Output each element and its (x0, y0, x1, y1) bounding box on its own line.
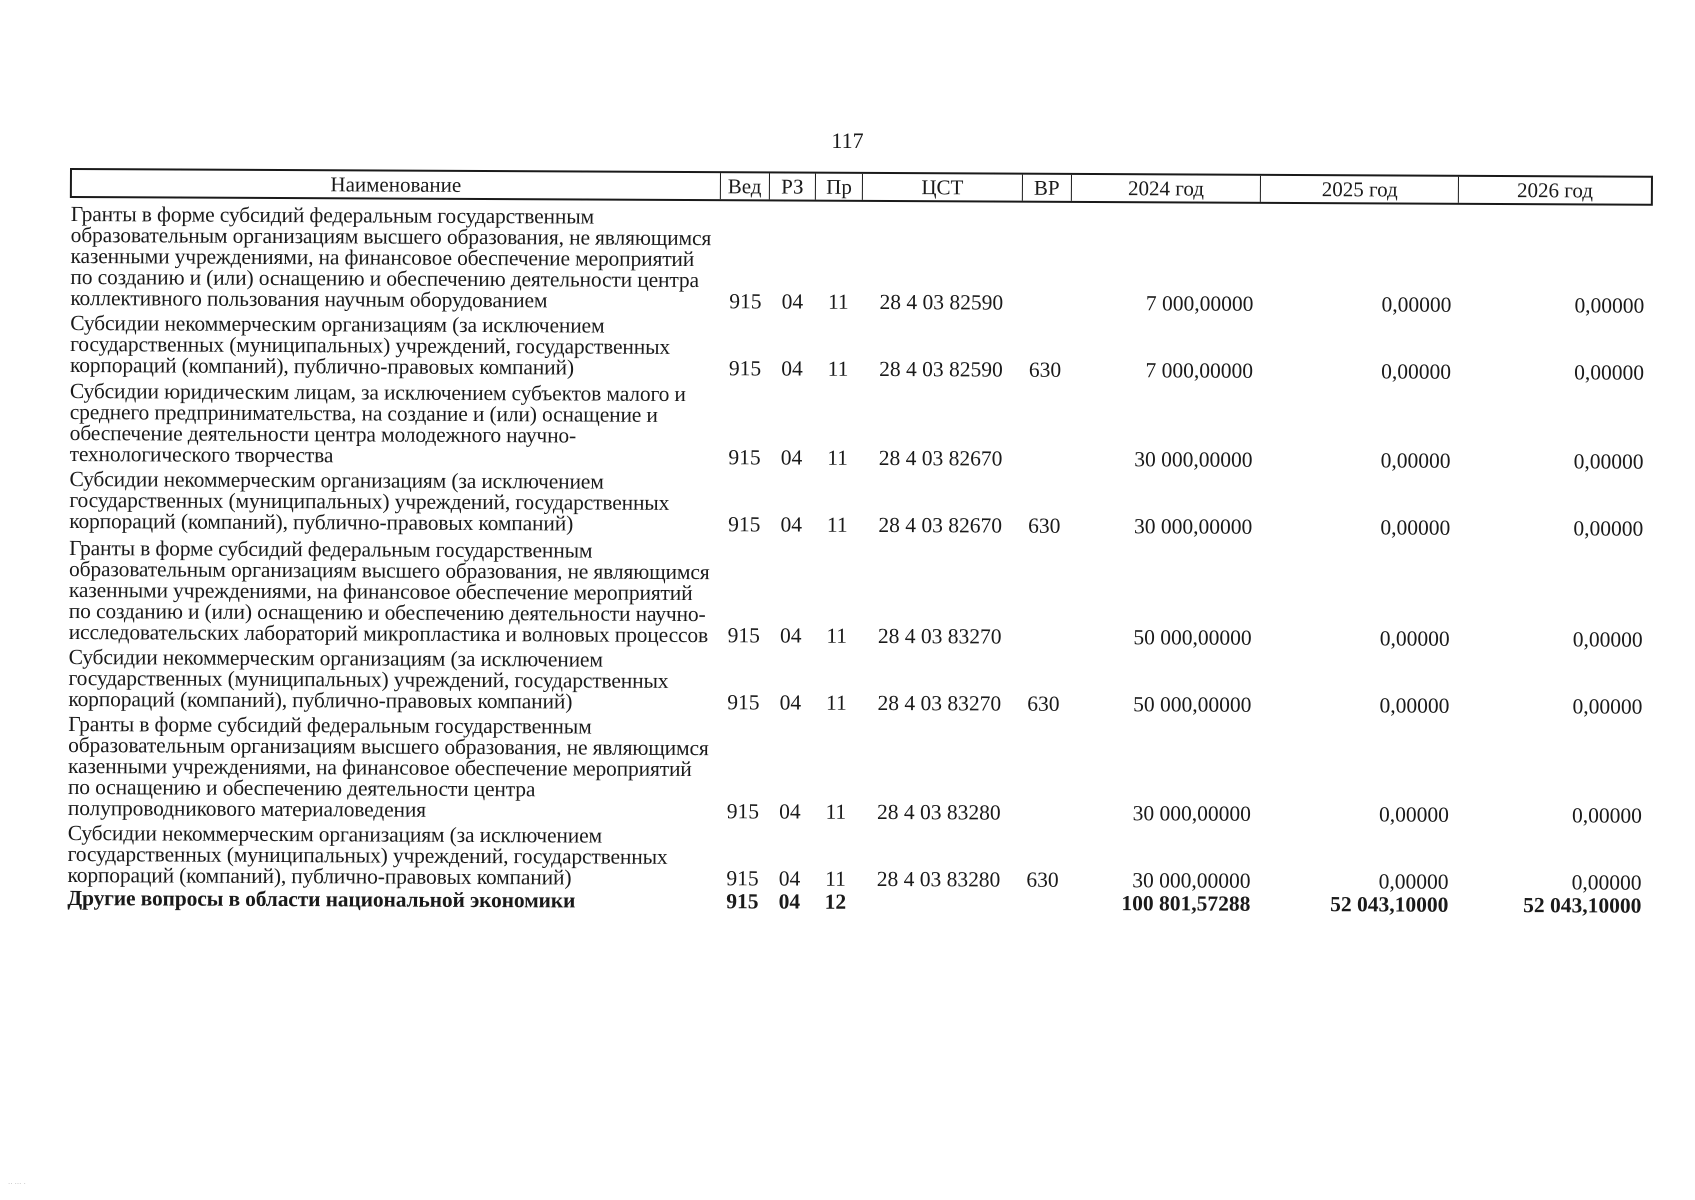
cell-rz: 04 (780, 512, 803, 537)
header-cst: ЦСТ (863, 174, 1023, 201)
table-row (69, 381, 1652, 473)
cell-pr: 12 (824, 889, 847, 914)
cell-pr: 11 (827, 356, 849, 381)
cell-vr: 630 (1028, 513, 1061, 538)
table-row (67, 711, 1650, 828)
cell-name: Субсидии некоммерческим организациям (за исключением государственных (муниципальных) учреждений, государственных корпораций (компаний), публично-правовых компаний) (68, 644, 669, 714)
header-name: Наименование (72, 170, 721, 199)
cell-2024: 30 000,00000 (1132, 868, 1251, 893)
cell-vr: 630 (1028, 357, 1062, 382)
cell-2026: 52 043,10000 (1523, 893, 1642, 918)
header-vr: ВР (1023, 175, 1072, 201)
cell-ved: 915 (728, 445, 761, 470)
table-body (66, 204, 1652, 917)
page-number: 117 (831, 128, 864, 153)
cell-cst: 28 4 03 82590 (879, 289, 1004, 315)
cell-vr: 630 (1027, 691, 1060, 716)
cell-2025: 0,00000 (1378, 802, 1449, 827)
cell-ved: 915 (728, 356, 762, 381)
cell-rz: 04 (780, 445, 803, 470)
cell-2025: 0,00000 (1381, 359, 1452, 384)
cell-rz: 04 (779, 690, 802, 715)
cell-rz: 04 (778, 866, 801, 891)
cell-cst: 28 4 03 83280 (876, 866, 1001, 892)
cell-2024: 50 000,00000 (1133, 692, 1252, 717)
cell-ved: 915 (727, 623, 760, 648)
cell-2026: 0,00000 (1572, 694, 1643, 719)
cell-2024: 30 000,00000 (1134, 447, 1253, 472)
cell-2025: 0,00000 (1379, 626, 1450, 651)
cell-rz: 04 (778, 889, 801, 914)
cell-name: Гранты в форме субсидий федеральным государственным образовательным организациям высшего образования, не являющимся казенными учреждениями, на финансовое обеспечение мероприятий по созданию и (или) оснащению и обеспечению деятельности научно-исследовательских лабораторий микропластика и волновых процессов (68, 536, 710, 648)
table-row (69, 313, 1652, 384)
header-2025: 2025 год (1261, 176, 1459, 203)
table-row (68, 538, 1651, 651)
cell-name: Субсидии некоммерческим организациям (за исключением государственных (муниципальных) учреждений, государственных корпораций (компаний), публично-правовых компаний) (69, 467, 670, 536)
table-header (70, 168, 1653, 206)
table-row (66, 885, 1649, 918)
cell-pr: 11 (825, 866, 846, 891)
cell-cst: 28 4 03 83270 (877, 690, 1002, 716)
header-rz: РЗ (769, 173, 816, 199)
cell-cst: 28 4 03 82590 (879, 356, 1003, 382)
cell-vr: 630 (1026, 867, 1059, 892)
cell-2026: 0,00000 (1571, 870, 1642, 895)
cell-2024: 30 000,00000 (1132, 801, 1251, 826)
header-pr: Пр (816, 174, 863, 200)
table-row (66, 820, 1649, 895)
cell-2026: 0,00000 (1574, 360, 1645, 385)
cell-2025: 0,00000 (1378, 869, 1449, 894)
cell-pr: 11 (825, 799, 847, 824)
cell-pr: 11 (827, 445, 848, 470)
cell-ved: 915 (726, 889, 759, 914)
cell-2025: 0,00000 (1380, 515, 1451, 540)
cell-cst (858, 913, 1018, 914)
cell-ved: 915 (728, 512, 761, 537)
cell-name: Субсидии некоммерческим организациям (за исключением государственных (муниципальных) учреждений, государственных корпораций (компаний), публично-правовых компаний) (69, 311, 671, 380)
cell-name: Субсидии юридическим лицам, за исключением субъектов малого и среднего предпринимательства, на создание и (или) оснащение и обеспечение деятельности центра молодежного научно-технологического творчества (69, 379, 686, 468)
cell-2026: 0,00000 (1571, 803, 1642, 828)
cell-ved: 915 (729, 289, 762, 314)
cell-rz: 04 (779, 799, 801, 824)
cell-rz: 04 (779, 623, 802, 648)
cell-2026: 0,00000 (1572, 627, 1643, 652)
cell-name: Другие вопросы в области национальной экономики (67, 885, 576, 913)
cell-ved: 915 (726, 799, 760, 824)
cell-pr: 11 (825, 690, 847, 715)
cell-2025: 0,00000 (1379, 693, 1450, 718)
cell-pr: 11 (827, 289, 849, 314)
cell-cst: 28 4 03 83280 (876, 799, 1001, 825)
cell-2024: 7 000,00000 (1145, 291, 1254, 316)
cell-ved: 915 (726, 866, 759, 891)
cell-2026: 0,00000 (1573, 516, 1644, 541)
cell-pr: 11 (826, 623, 848, 648)
cell-pr: 11 (826, 512, 848, 537)
cell-name: Гранты в форме субсидий федеральным государственным образовательным организациям высшего образования, не являющимся казенными учреждениями, на финансовое обеспечение мероприятий по созданию и (или) оснащению и обеспечению деятельности центра коллективного пользования научным оборудованием (70, 202, 712, 313)
table-row (69, 204, 1652, 317)
cell-2024: 50 000,00000 (1133, 625, 1252, 650)
header-ved: Вед (721, 173, 770, 199)
cell-cst: 28 4 03 83270 (877, 623, 1002, 649)
cell-2025: 0,00000 (1381, 292, 1452, 317)
budget-table (66, 168, 1653, 917)
cell-2025: 0,00000 (1380, 448, 1451, 473)
cell-2026: 0,00000 (1574, 293, 1645, 318)
cell-2024: 7 000,00000 (1145, 358, 1254, 383)
cell-ved: 915 (727, 690, 760, 715)
cell-cst: 28 4 03 82670 (878, 445, 1003, 471)
cell-cst: 28 4 03 82670 (878, 512, 1003, 538)
header-2024: 2024 год (1072, 175, 1262, 202)
cell-name: Гранты в форме субсидий федеральным государственным образовательным организациям высшего образования, не являющимся казенными учреждениями, на финансовое обеспечение мероприятий по оснащению и обеспечению деятельности центра полупроводникового материаловедения (67, 711, 709, 822)
cell-2025: 52 043,10000 (1330, 892, 1449, 917)
cell-2024: 100 801,57288 (1121, 891, 1251, 916)
cell-2024: 30 000,00000 (1133, 514, 1253, 539)
scan-mark: ·· ··· · (8, 1180, 26, 1188)
cell-rz: 04 (781, 289, 804, 314)
table-row (68, 469, 1651, 540)
header-2026: 2026 год (1516, 178, 1594, 203)
cell-2026: 0,00000 (1573, 449, 1644, 474)
table-row (67, 644, 1650, 719)
cell-name: Субсидии некоммерческим организациям (за исключением государственных (муниципальных) учреждений, государственных корпораций (компаний), публично-правовых компаний) (67, 820, 668, 890)
cell-rz: 04 (781, 356, 803, 381)
